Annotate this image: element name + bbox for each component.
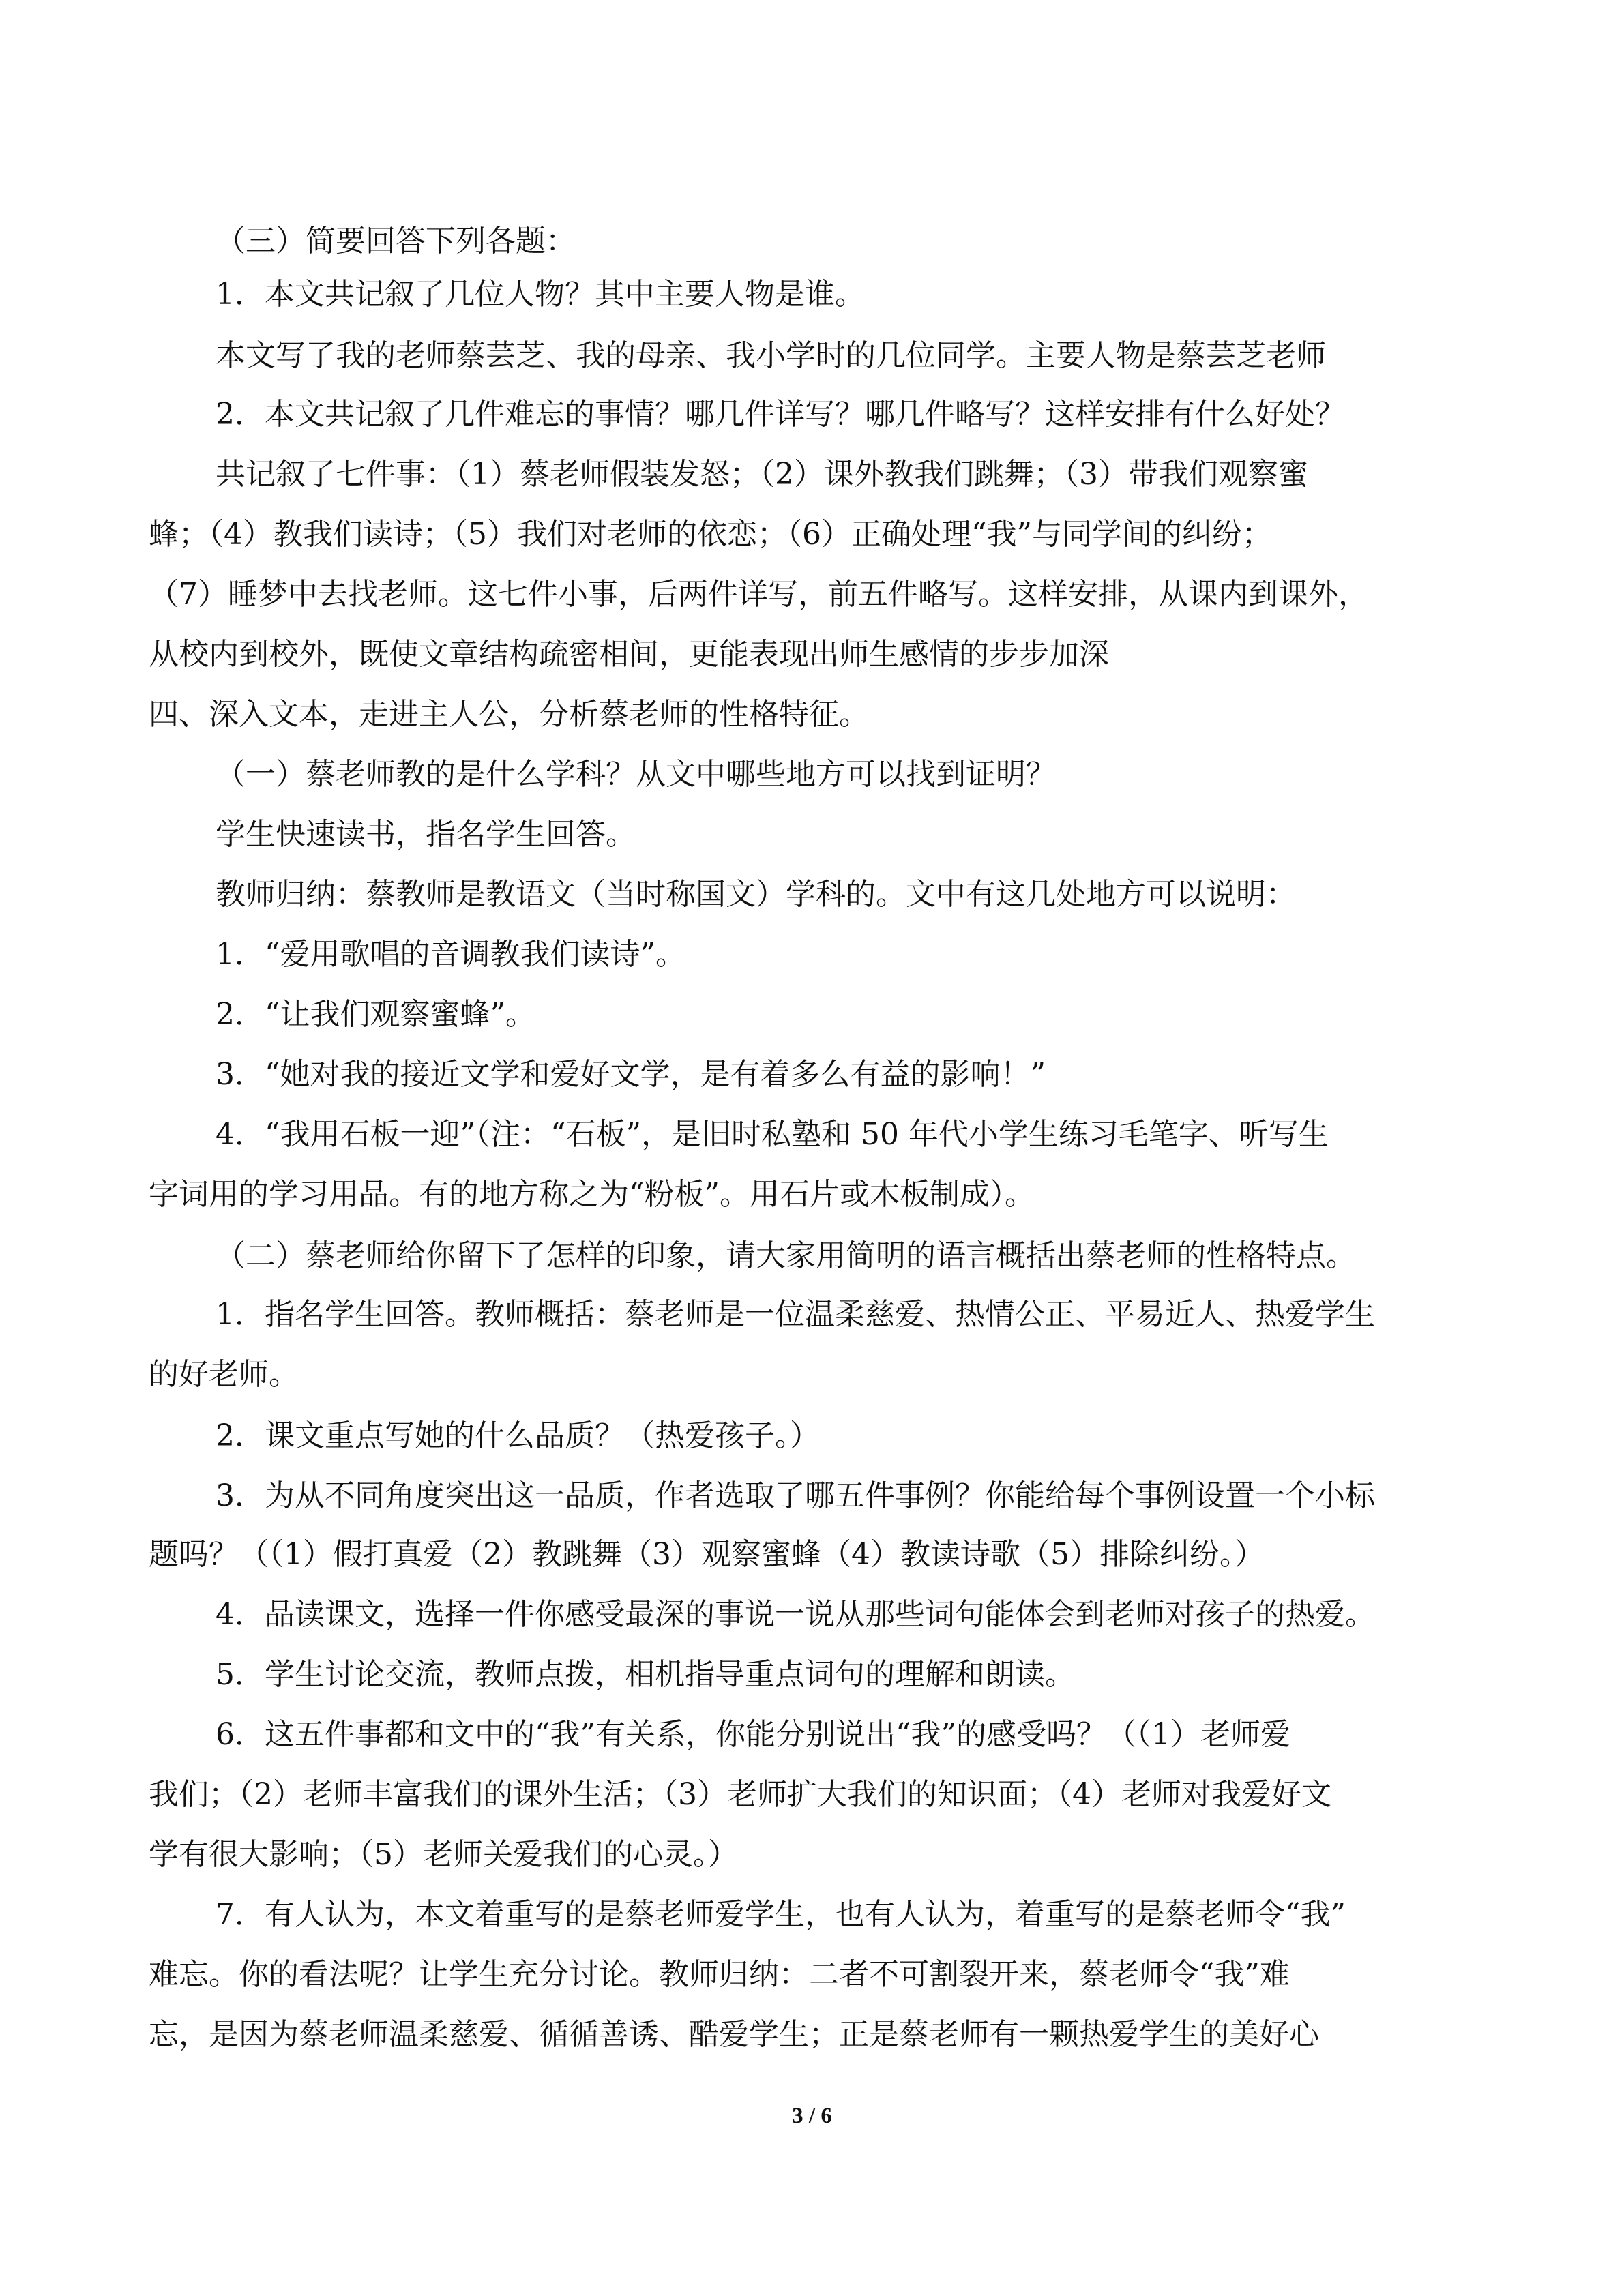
text-line: 3．“她对我的接近文学和爱好文学，是有着多么有益的影响！” — [216, 1057, 1046, 1092]
text-line: 1．“爱用歌唱的音调教我们读诗”。 — [216, 937, 685, 972]
page-number: 3 / 6 — [792, 2104, 832, 2128]
text-line: 从校内到校外，既使文章结构疏密相间，更能表现出师生感情的步步加深 — [149, 637, 1109, 672]
text-line: 教师归纳：蔡教师是教语文（当时称国文）学科的。文中有这几处地方可以说明： — [216, 877, 1296, 912]
text-line: 5．学生讨论交流，教师点拨，相机指导重点词句的理解和朗读。 — [216, 1657, 1075, 1692]
text-line: 的好老师。 — [149, 1357, 299, 1392]
text-line: （二）蔡老师给你留下了怎样的印象，请大家用简明的语言概括出蔡老师的性格特点。 — [216, 1238, 1356, 1273]
text-line: 字词用的学习用品。有的地方称之为“粉板”。用石片或木板制成）。 — [149, 1177, 1035, 1212]
text-line: 共记叙了七件事：（1）蔡老师假装发怒；（2）课外教我们跳舞；（3）带我们观察蜜 — [216, 457, 1308, 492]
text-line: 学生快速读书，指名学生回答。 — [216, 817, 636, 852]
text-line: 题吗？（（1）假打真爱（2）教跳舞（3）观察蜜蜂（4）教读诗歌（5）排除纠纷。） — [149, 1537, 1265, 1572]
text-line: 本文写了我的老师蔡芸芝、我的母亲、我小学时的几位同学。主要人物是蔡芸芝老师 — [216, 338, 1326, 373]
text-line: 蜂；（4）教我们读诗；（5）我们对老师的依恋；（6）正确处理“我”与同学间的纠纷； — [149, 517, 1272, 552]
text-line: 6．这五件事都和文中的“我”有关系，你能分别说出“我”的感受吗？（（1）老师爱 — [216, 1717, 1290, 1752]
text-line: 2．课文重点写她的什么品质？（热爱孩子。） — [216, 1418, 820, 1453]
text-line: 4．“我用石板一迎”（注：“石板”，是旧时私塾和 50 年代小学生练习毛笔字、听写生 — [216, 1117, 1329, 1152]
text-line: （一）蔡老师教的是什么学科？从文中哪些地方可以找到证明？ — [216, 757, 1056, 792]
text-line: 2．“让我们观察蜜蜂”。 — [216, 997, 535, 1032]
text-line: 1．指名学生回答。教师概括：蔡老师是一位温柔慈爱、热情公正、平易近人、热爱学生 — [216, 1297, 1375, 1332]
section-heading: 四、深入文本，走进主人公，分析蔡老师的性格特征。 — [149, 697, 869, 732]
text-line: 1．本文共记叙了几位人物？其中主要人物是谁。 — [216, 277, 865, 312]
text-line: 忘，是因为蔡老师温柔慈爱、循循善诱、酷爱学生；正是蔡老师有一颗热爱学生的美好心 — [149, 2017, 1319, 2052]
text-line: 2．本文共记叙了几件难忘的事情？哪几件详写？哪几件略写？这样安排有什么好处？ — [216, 397, 1345, 432]
text-line: （三）简要回答下列各题： — [216, 224, 576, 258]
text-line: 3．为从不同角度突出这一品质，作者选取了哪五件事例？你能给每个事例设置一个小标 — [216, 1478, 1375, 1513]
text-line: 4．品读课文，选择一件你感受最深的事说一说从那些词句能体会到老师对孩子的热爱。 — [216, 1597, 1375, 1632]
text-line: 我们；（2）老师丰富我们的课外生活；（3）老师扩大我们的知识面；（4）老师对我爱好文 — [149, 1777, 1331, 1812]
text-line: 学有很大影响；（5）老师关爱我们的心灵。） — [149, 1837, 738, 1872]
text-line: 7．有人认为，本文着重写的是蔡老师爱学生，也有人认为，着重写的是蔡老师令“我” — [216, 1897, 1346, 1932]
text-line: （7）睡梦中去找老师。这七件小事，后两件详写，前五件略写。这样安排，从课内到课外， — [149, 577, 1368, 612]
text-line: 难忘。你的看法呢？让学生充分讨论。教师归纳：二者不可割裂开来，蔡老师令“我”难 — [149, 1957, 1290, 1992]
